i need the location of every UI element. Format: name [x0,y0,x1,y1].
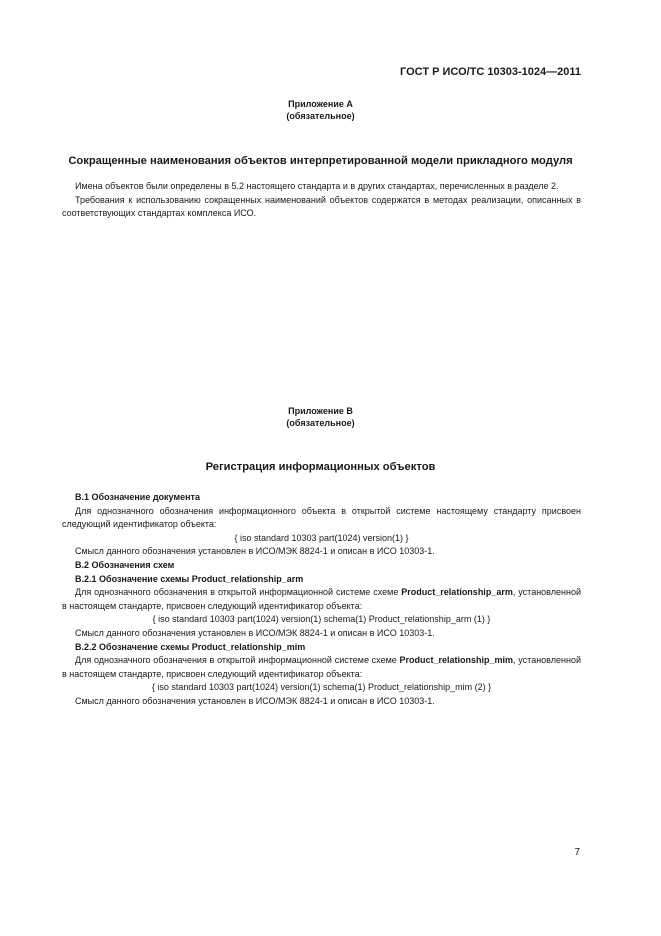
annex-a-body [62,180,581,221]
section-b22-note: Смысл данного обозначения установлен в ИСО/МЭК 8824-1 и описан в ИСО 10303-1. [75,695,435,706]
section-b22-object-identifier: { iso standard 10303 part(1024) version(1) schema(1) Product_relationship_mim (2) } [151,682,492,693]
annex-a-heading [60,98,581,122]
section-b21-note: Смысл данного обозначения установлен в ИСО/МЭК 8824-1 и описан в ИСО 10303-1. [75,627,435,638]
annex-a-paragraph-2: Требования к использованию сокращенных наименований объектов содержатся в методах реализации, описанных в соответствующих стандартах комплекса ИСО. [62,194,581,219]
section-b22-paragraph: Для однозначного обозначения в открытой информационной системе схеме Product_relationship_mim, установленной в настоящем стандарте, присвоен следующий идентификатор объекта: [62,655,581,679]
annex-b-status: (обязательное) [286,418,355,428]
annex-b-label: Приложение B [288,406,353,416]
annex-b-body [62,491,581,709]
schema-name-mim: Product_relationship_mim [399,655,514,666]
section-b1-heading: B.1 Обозначение документа [75,492,200,502]
section-b1-object-identifier: { iso standard 10303 part(1024) version(1) } [234,532,409,543]
annex-a-label: Приложение A [288,99,353,109]
annex-a-paragraph-1: Имена объектов были определены в 5.2 настоящего стандарта и в других стандартах, перечисленных в разделе 2. [75,181,559,191]
section-b22-heading: B.2.2 Обозначение схемы Product_relationship_mim [75,641,306,652]
section-b21-object-identifier: { iso standard 10303 part(1024) version(1) schema(1) Product_relationship_arm (1) } [152,614,491,625]
annex-a-status: (обязательное) [286,111,355,121]
section-b1-note: Смысл данного обозначения установлен в ИСО/МЭК 8824-1 и описан в ИСО 10303-1. [75,546,435,557]
schema-name-arm: Product_relationship_arm [401,587,513,598]
section-b21-paragraph: Для однозначного обозначения в открытой информационной системе схеме Product_relationship_arm, установленной в настоящем стандарте, присвоен следующий идентификатор объекта: [62,587,581,611]
annex-b-heading [60,405,581,429]
document-id-header: ГОСТ Р ИСО/ТС 10303-1024—2011 [400,66,581,78]
section-b1-paragraph: Для однозначного обозначения информационного объекта в открытой системе настоящему стандарту присвоен следующий идентификатор объекта: [62,505,581,530]
section-b2-heading: B.2 Обозначения схем [75,559,175,570]
annex-b-title: Регистрация информационных объектов [205,461,436,473]
section-b21-heading: B.2.1 Обозначение схемы Product_relationship_arm [75,573,304,584]
annex-a-title: Сокращенные наименования объектов интерпретированной модели прикладного модуля [68,155,573,167]
page-number: 7 [574,847,580,858]
